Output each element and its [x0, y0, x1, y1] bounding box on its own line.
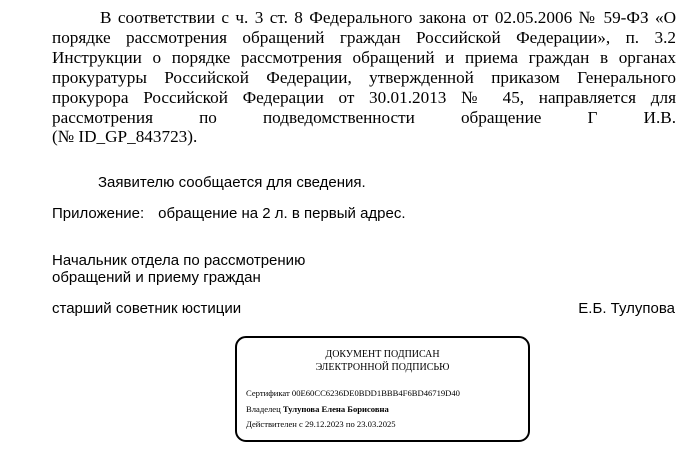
- signer-rank: старший советник юстиции: [52, 300, 242, 317]
- stamp-cert-label: Сертификат: [246, 388, 290, 398]
- main-paragraph-line-5: прокурора Российской Федерации от 30.01.2013 № 45, направляется для: [52, 87, 676, 107]
- stamp-validity-row: [246, 419, 396, 430]
- main-paragraph-line-2: порядке рассмотрения обращений граждан Российской Федерации», п. 3.2: [52, 27, 676, 47]
- stamp-certificate-row: [246, 388, 460, 399]
- main-paragraph-line-7: (№ ID_GP_843723).: [52, 127, 198, 147]
- stamp-valid-to: 23.03.2025: [356, 419, 396, 429]
- signer-position-line-1: Начальник отдела по рассмотрению: [52, 252, 306, 269]
- applicant-notice: Заявителю сообщается для сведения.: [98, 174, 366, 191]
- attachment-label: Приложение:: [52, 205, 145, 222]
- main-paragraph-line-3: Инструкции о порядке рассмотрения обращений и приема граждан в органах: [52, 47, 676, 67]
- electronic-signature-stamp: [235, 336, 530, 442]
- main-paragraph-line-1: В соответствии с ч. 3 ст. 8 Федерального закона от 02.05.2006 № 59-ФЗ «О: [100, 8, 676, 27]
- stamp-valid-to-prefix: по: [345, 419, 355, 429]
- stamp-valid-from-prefix: с: [299, 419, 303, 429]
- stamp-title-line-2: ЭЛЕКТРОННОЙ ПОДПИСЬЮ: [315, 362, 450, 373]
- signer-position: [52, 253, 305, 286]
- main-paragraph-line-4: прокуратуры Российской Федерации, утвержденной приказом Генерального: [52, 67, 676, 87]
- attachment-line: [52, 205, 406, 222]
- signer-position-line-2: обращений и приему граждан: [52, 268, 261, 286]
- stamp-owner-value: Тулупова Елена Борисовна: [282, 404, 389, 414]
- stamp-valid-from: 29.12.2023: [305, 419, 344, 429]
- attachment-text: обращение на 2 л. в первый адрес.: [158, 205, 406, 222]
- stamp-title: [237, 348, 528, 374]
- signer-name: Е.Б. Тулупова: [578, 300, 675, 317]
- stamp-valid-label: Действителен: [246, 419, 297, 429]
- main-paragraph-line-6: рассмотрения по подведомственности обращение Г И.В.: [52, 107, 676, 127]
- stamp-owner-row: [246, 404, 389, 415]
- main-paragraph: [52, 8, 676, 147]
- stamp-cert-value: 00E60CC6236DE0BDD1BBB4F6BD46719D40: [291, 388, 460, 398]
- stamp-owner-label: Владелец: [246, 404, 281, 414]
- stamp-title-line-1: ДОКУМЕНТ ПОДПИСАН: [325, 349, 440, 360]
